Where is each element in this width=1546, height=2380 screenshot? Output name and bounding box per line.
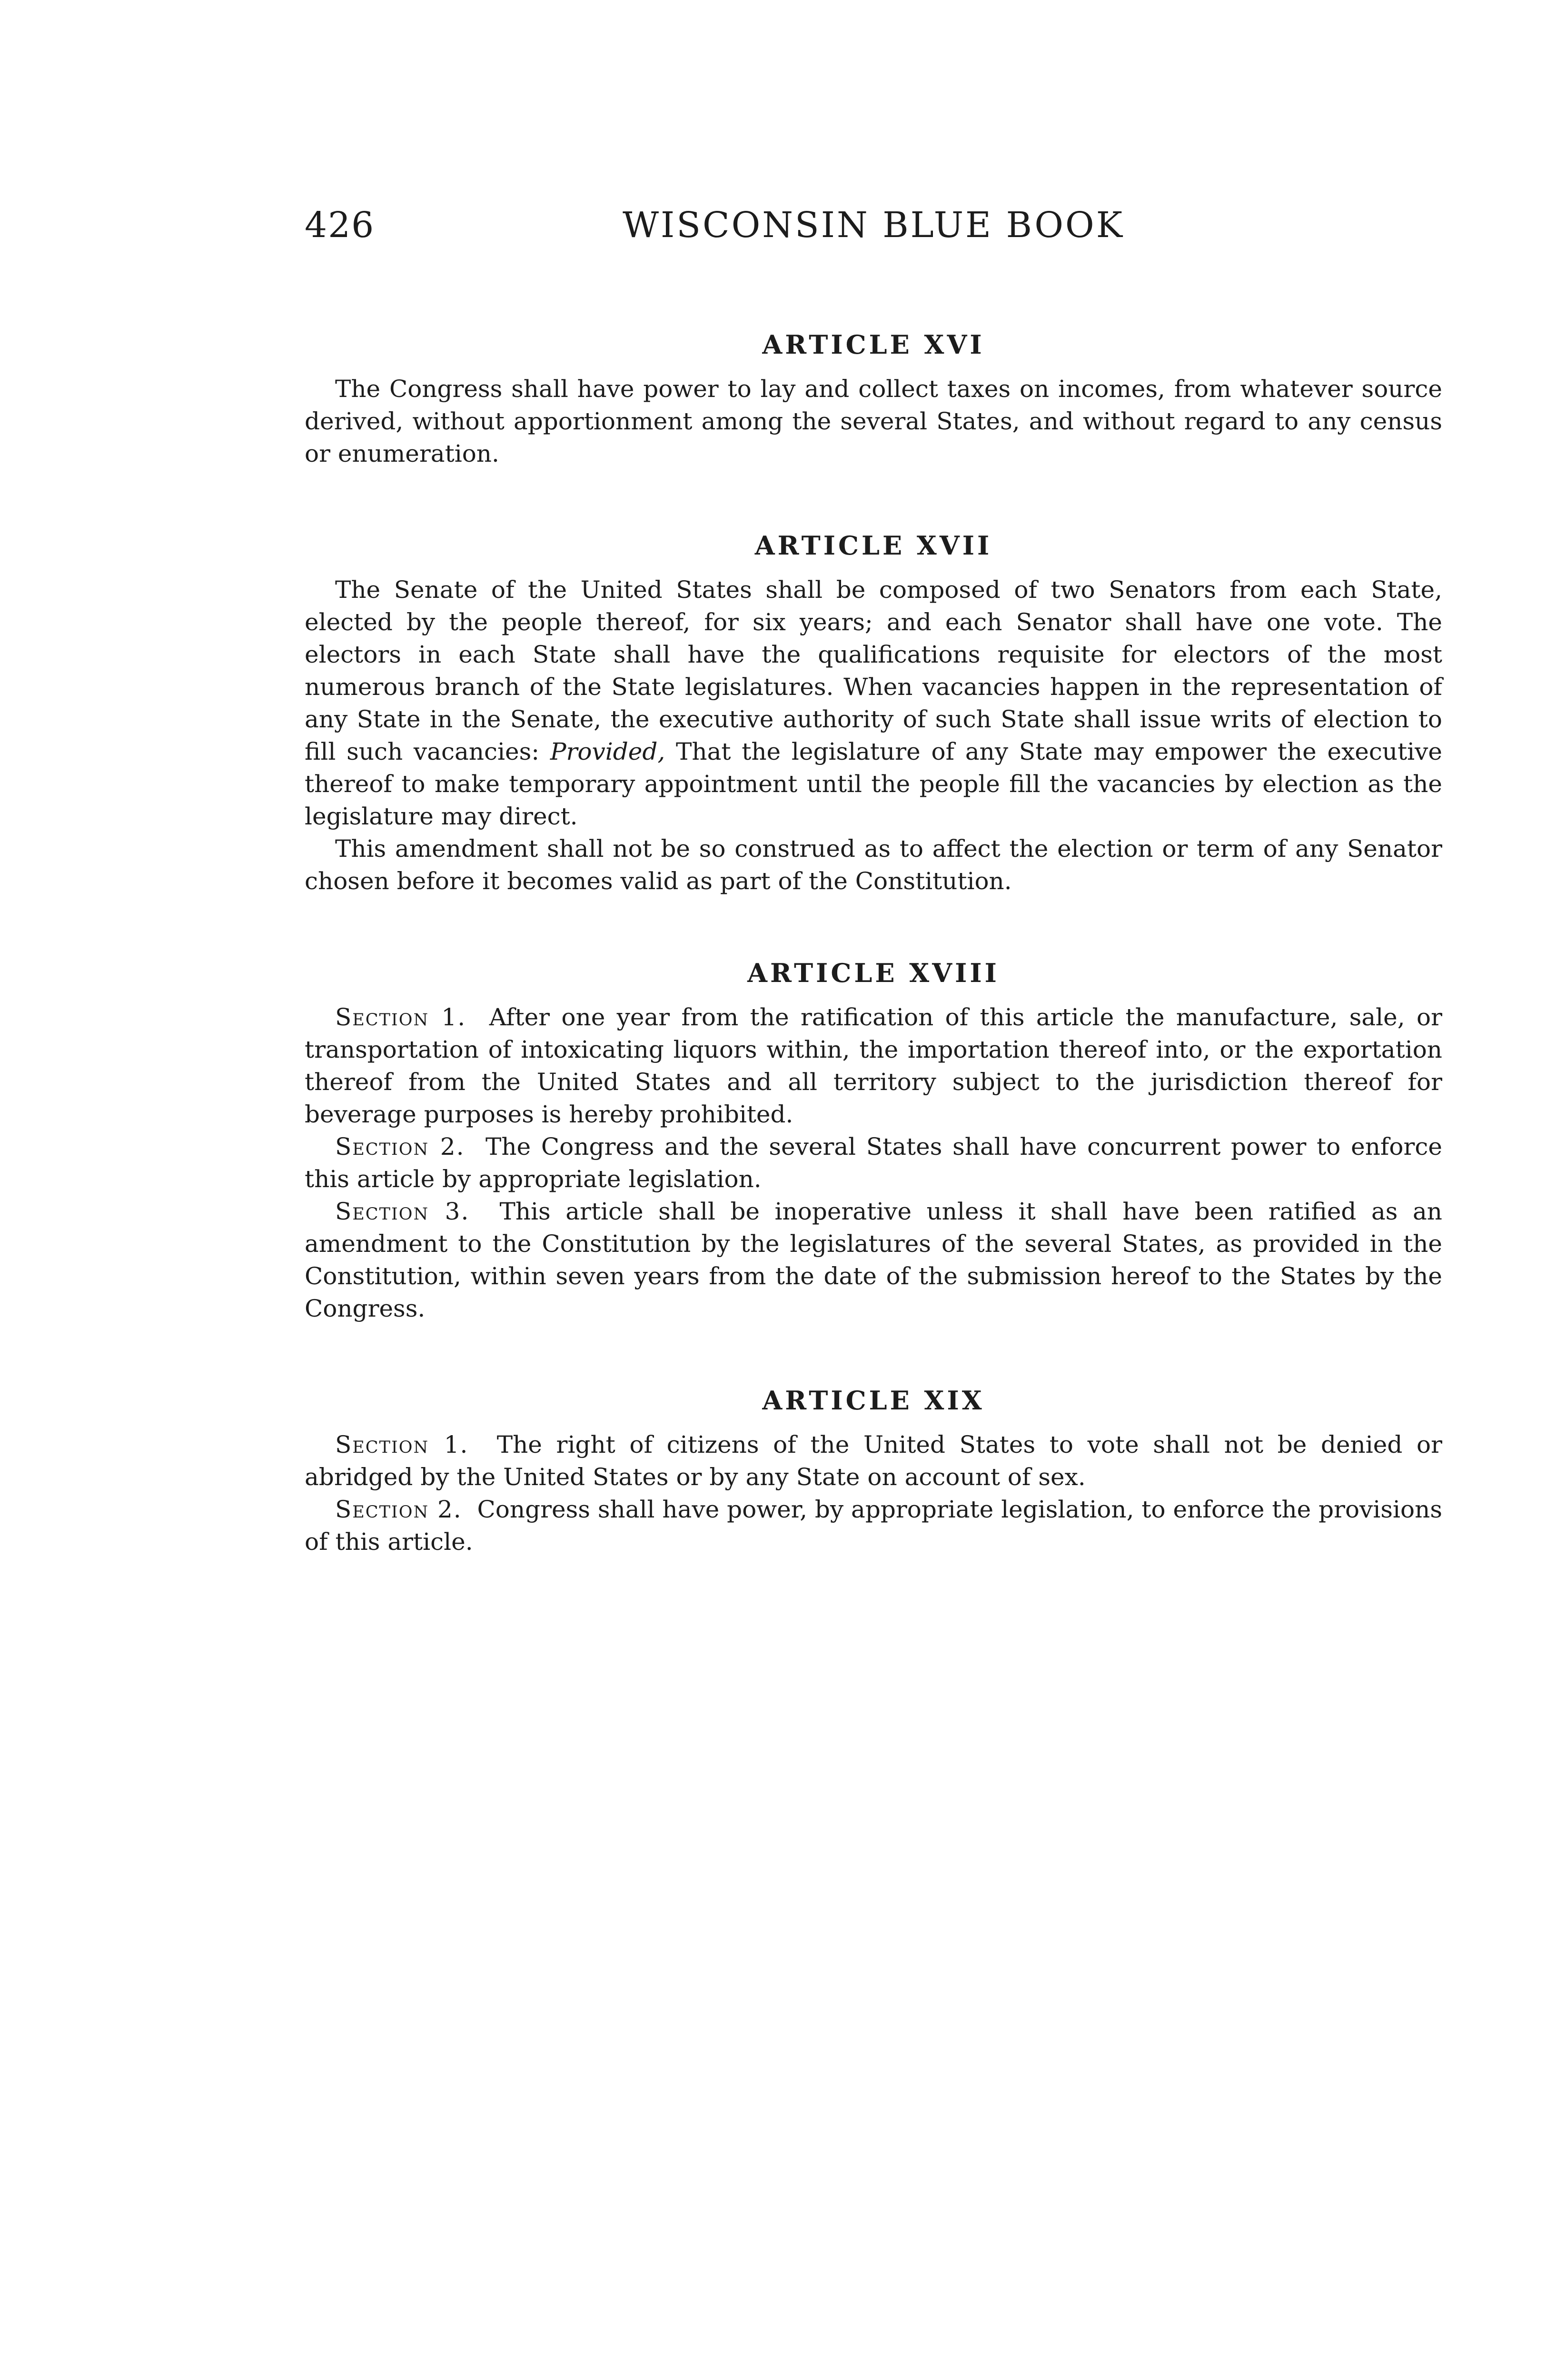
section-paragraph (305, 1130, 1442, 1195)
section-text: The Congress and the several States shall have concurrent power to enforce this article by appropriate legislation. (305, 1133, 1442, 1193)
article-xix (305, 1372, 1442, 1558)
article-heading: ARTICLE XVIII (747, 958, 1000, 988)
section-paragraph (305, 1493, 1442, 1558)
article-heading: ARTICLE XVII (754, 530, 992, 561)
paragraph (305, 574, 1442, 833)
book-page (305, 205, 1442, 1558)
paragraph-text: The Senate of the United States shall be composed of two Senators from each State, elected by the people thereof, for six years; and each Senator shall have one vote. The electors in each State shall have the qualifications requisite for electors of the most numerous branch of the State legislatures. When vacancies happen in the representation of any State in the Senate, the executive authority of such State shall issue writs of election to fill such vacancies: (305, 576, 1442, 765)
section-text: Congress shall have power, by appropriate legislation, to enforce the provisions of this article. (305, 1496, 1443, 1556)
paragraph: The Congress shall have power to lay and collect taxes on incomes, from whatever source derived, without apportionment among the several States, and without regard to any census or enumeration. (305, 375, 1442, 467)
section-label: Section 1. (335, 1003, 466, 1031)
section-label: Section 2. (335, 1496, 462, 1523)
article-body (305, 1428, 1442, 1558)
article-heading: ARTICLE XVI (762, 329, 985, 360)
paragraph-text: That the legislature of any State may empower the executive thereof to make temporary appointment until the people fill the vacancies by election as the legislature may direct. (305, 738, 1442, 830)
section-text: After one year from the ratification of this article the manufacture, sale, or transportation of intoxicating liquors within, the importation thereof into, or the exportation thereof from the United States and all territory subject to the jurisdiction thereof for beverage purposes is hereby prohibited. (305, 1003, 1442, 1128)
section-text: The right of citizens of the United States to vote shall not be denied or abridged by the United States or by any State on account of sex. (305, 1431, 1442, 1491)
section-label: Section 2. (335, 1133, 465, 1160)
running-head (305, 205, 1442, 262)
article-xvi (305, 317, 1442, 470)
running-title: WISCONSIN BLUE BOOK (623, 205, 1124, 246)
article-xvii (305, 517, 1442, 897)
section-label: Section 1. (335, 1431, 469, 1458)
section-text: This article shall be inoperative unless it shall have been ratified as an amendment to the Constitution by the legislatures of the several States, as provided in the Constitution, within seven years from the date of the submission hereof to the States by the Congress. (305, 1198, 1443, 1322)
article-heading: ARTICLE XIX (762, 1385, 985, 1416)
article-body (305, 574, 1442, 897)
article-xviii (305, 945, 1442, 1325)
section-paragraph (305, 1001, 1442, 1130)
paragraph: This amendment shall not be so construed as to affect the election or term of any Senator chosen before it becomes valid as part of the Constitution. (305, 835, 1442, 895)
article-body (305, 1001, 1442, 1325)
section-label: Section 3. (335, 1198, 470, 1225)
section-paragraph (305, 1428, 1442, 1493)
article-body (305, 373, 1442, 470)
page-number: 426 (305, 205, 375, 246)
section-paragraph (305, 1195, 1442, 1325)
provided-proviso: Provided, (550, 738, 665, 765)
